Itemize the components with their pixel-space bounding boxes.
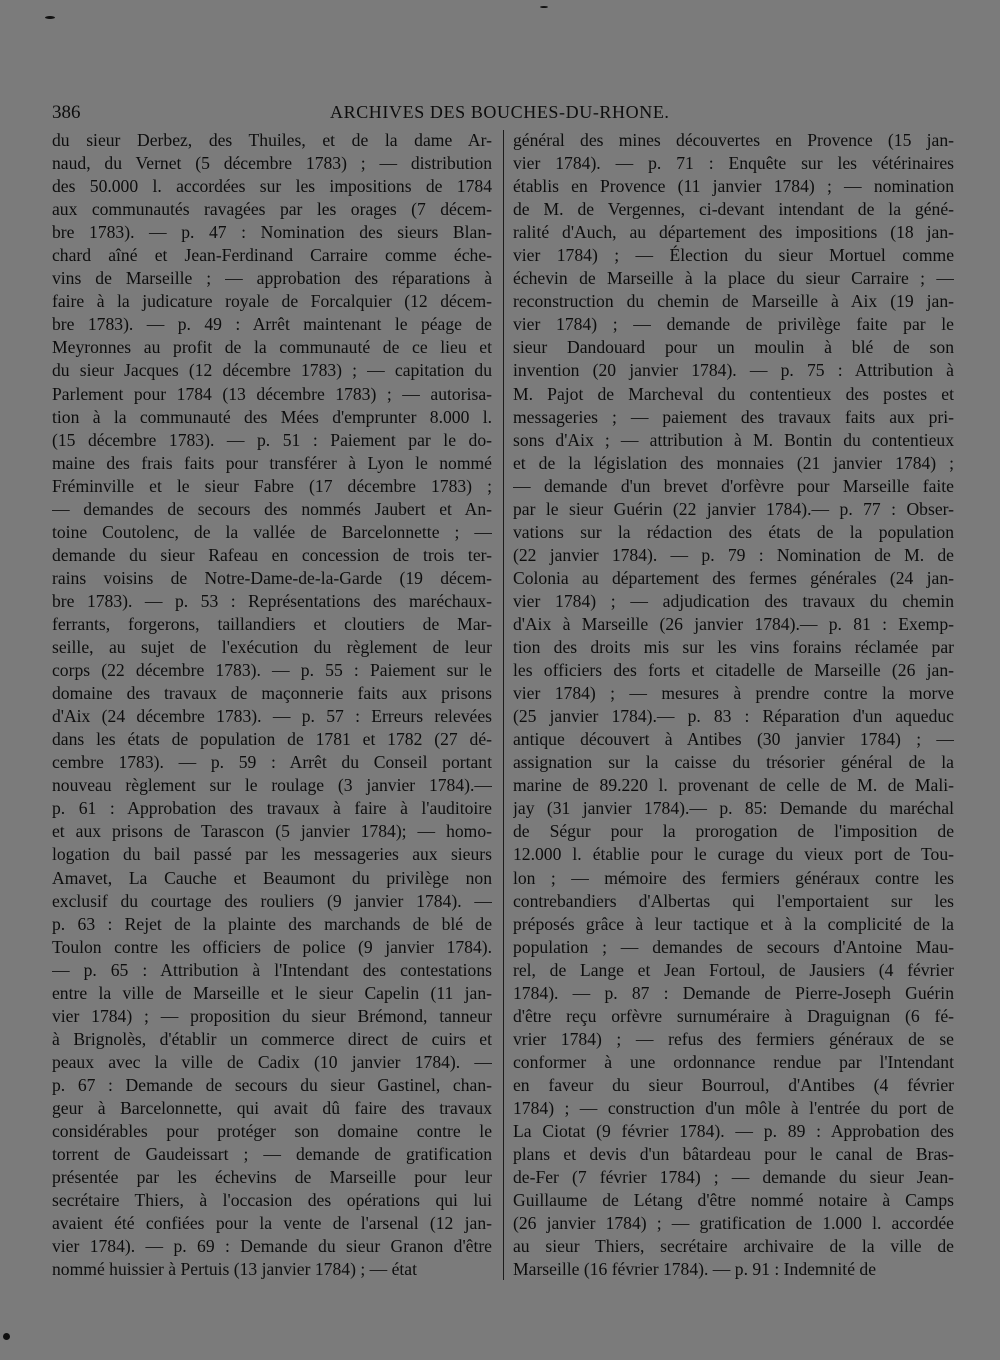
text-line: marine de 89.220 l. provenant de celle de M. de Mali- [513, 775, 954, 796]
text-line: vier 1784) ; — proposition du sieur Brémond, tanneur [52, 1005, 492, 1026]
text-line: (22 janvier 1784). — p. 79 : Nomination de M. de [513, 544, 954, 565]
text-line: — demandes de secours des nommés Jaubert et An- [52, 498, 492, 519]
text-line: sons d'Aix ; — attribution à M. Bontin du contentieux [513, 429, 954, 450]
text-line: au sieur Thiers, secrétaire archivaire de la ville de [513, 1236, 954, 1257]
text-line: considérables pour protéger son domaine contre le [52, 1121, 492, 1142]
text-line: tion des droits mis sur les vins forains réclamée par [513, 637, 954, 658]
text-line: du sieur Jacques (12 décembre 1783) ; — capitation du [52, 360, 492, 381]
text-line: vier 1784) ; — Élection du sieur Mortuel comme [513, 245, 954, 266]
text-line: par le sieur Guérin (22 janvier 1784).— p. 77 : Obser- [513, 498, 954, 519]
text-line: rains voisins de Notre-Dame-de-la-Garde (19 décem- [52, 567, 492, 588]
text-line: — p. 65 : Attribution à l'Intendant des contestations [52, 959, 492, 980]
text-line: vier 1784) ; — mesures à prendre contre la morve [513, 683, 954, 704]
text-line: chard aîné et Jean-Ferdinand Carraire comme éche- [52, 245, 492, 266]
text-line: d'être reçu orfèvre surnuméraire à Draguignan (6 fé- [513, 1005, 954, 1026]
text-line: domaine des travaux de maçonnerie faits aux prisons [52, 683, 492, 704]
text-line: antique découvert à Antibes (30 janvier 1784) ; — [513, 729, 954, 750]
text-line: bre 1783). — p. 49 : Arrêt maintenant le péage de [52, 314, 492, 335]
text-line: 12.000 l. établie pour le curage du vieux port de Tou- [513, 844, 954, 865]
text-line: secrétaire Thiers, à l'occasion des opérations qui lui [52, 1190, 492, 1211]
text-line: 1784) ; — construction d'un môle à l'entrée du port de [513, 1097, 954, 1118]
text-line: échevin de Marseille à la place du sieur Carraire ; — [513, 268, 954, 289]
scan-speck [45, 16, 55, 19]
text-line: de-Fer (7 février 1784) ; — demande du sieur Jean- [513, 1167, 954, 1188]
text-line: lon ; — mémoire des fermiers généraux contre les [513, 867, 954, 888]
text-line: du sieur Derbez, des Thuiles, et de la dame Ar- [52, 130, 492, 150]
text-line: en faveur du sieur Bourroul, d'Antibes (4 février [513, 1074, 954, 1095]
text-line: peaux avec la ville de Cadix (10 janvier 1784). — [52, 1051, 492, 1072]
text-line: établis en Provence (11 janvier 1784) ; — nomination [513, 176, 954, 197]
text-line: rel, de Lange et Jean Fortoul, de Jausiers (4 février [513, 959, 954, 980]
text-line: général des mines découvertes en Provence (15 jan- [513, 130, 954, 150]
text-line: (15 décembre 1783). — p. 51 : Paiement par le do- [52, 429, 492, 450]
text-line: vrier 1784) ; — refus des fermiers généraux de se [513, 1028, 954, 1049]
text-line: vier 1784). — p. 71 : Enquête sur les vétérinaires [513, 153, 954, 174]
text-line: reconstruction du chemin de Marseille à Aix (19 jan- [513, 291, 954, 312]
text-line: faire à la judicature royale de Forcalquier (12 décem- [52, 291, 492, 312]
text-line: bre 1783). — p. 47 : Nomination des sieurs Blan- [52, 222, 492, 243]
text-line: présentée par les échevins de Marseille pour leur [52, 1167, 492, 1188]
text-line: les officiers des forts et citadelle de Marseille (26 jan- [513, 660, 954, 681]
text-line: demande du sieur Rafeau en concession de trois ter- [52, 544, 492, 565]
text-line: entre la ville de Marseille et le sieur Capelin (11 jan- [52, 982, 492, 1003]
text-line: geur à Barcelonnette, qui avait dû faire des travaux [52, 1097, 492, 1118]
text-line: vations sur la rédaction des états de la population [513, 521, 954, 542]
text-line: M. Pajot de Marcheval du contentieux des postes et [513, 383, 954, 404]
text-line: invention (20 janvier 1784). — p. 75 : Attribution à [513, 360, 954, 381]
text-line: Toulon contre les officiers de police (9 janvier 1784). [52, 936, 492, 957]
text-line: toine Coutolenc, de la vallée de Barcelonnette ; — [52, 521, 492, 542]
text-line: plans et devis d'un bâtardeau pour le canal de Bras- [513, 1144, 954, 1165]
text-line: de M. de Vergennes, ci-devant intendant de la géné- [513, 199, 954, 220]
text-line: torrent de Gaudeissart ; — demande de gratification [52, 1144, 492, 1165]
text-line: d'Aix à Marseille (26 janvier 1784).— p. 81 : Exemp- [513, 613, 954, 634]
text-line: jay (31 janvier 1784).— p. 85: Demande du maréchal [513, 798, 954, 819]
text-line: et aux prisons de Tarascon (5 janvier 1784); — homo- [52, 821, 492, 842]
text-line: (25 janvier 1784).— p. 83 : Réparation d'un aqueduc [513, 706, 954, 727]
right-column [513, 129, 954, 1281]
text-line: ferrants, forgerons, taillandiers et cloutiers de Mar- [52, 613, 492, 634]
text-line: Guillaume de Létang d'être nommé notaire à Camps [513, 1190, 954, 1211]
text-line: dans les états de population de 1781 et 1782 (27 dé- [52, 729, 492, 750]
text-line: contrebandiers d'Albertas qui l'emportaient sur les [513, 890, 954, 911]
text-line: vins de Marseille ; — approbation des réparations à [52, 268, 492, 289]
text-line: Amavet, La Cauche et Beaumont du privilège non [52, 867, 492, 888]
text-line: messageries ; — paiement des travaux faits aux pri- [513, 406, 954, 427]
text-line: naud, du Vernet (5 décembre 1783) ; — distribution [52, 153, 492, 174]
page-header [52, 100, 956, 126]
text-line: de Ségur pour la prorogation de l'imposition de [513, 821, 954, 842]
running-title: ARCHIVES DES BOUCHES-DU-RHONE. [330, 102, 670, 122]
text-line: d'Aix (24 décembre 1783). — p. 57 : Erreurs relevées [52, 706, 492, 727]
text-line: et de la législation des monnaies (21 janvier 1784) ; [513, 452, 954, 473]
text-line: nommé huissier à Pertuis (13 janvier 1784) ; — état [52, 1259, 417, 1280]
text-line: p. 63 : Rejet de la plainte des marchands de blé de [52, 913, 492, 934]
text-line: avaient été confiées pour la vente de l'arsenal (12 jan- [52, 1213, 492, 1234]
text-line: conformer à une ordonnance rendue par l'Intendant [513, 1051, 954, 1072]
text-line: p. 61 : Approbation des travaux à faire à l'auditoire [52, 798, 492, 819]
scan-speck [3, 1333, 10, 1340]
text-line: nouveau règlement sur le roulage (3 janvier 1784).— [52, 775, 492, 796]
text-line: ralité d'Auch, au département des impositions (18 jan- [513, 222, 954, 243]
text-line: vier 1784) ; — adjudication des travaux du chemin [513, 590, 954, 611]
text-line: Fréminville et le sieur Fabre (17 décembre 1783) ; [52, 475, 492, 496]
text-line: préposés grâce à leur tactique et à la complicité de la [513, 913, 954, 934]
text-line: 1784). — p. 87 : Demande de Pierre-Joseph Guérin [513, 982, 954, 1003]
page-number: 386 [52, 102, 81, 123]
text-line: — demande d'un brevet d'orfèvre pour Marseille faite [513, 475, 954, 496]
scan-speck [540, 6, 548, 8]
text-line: tion à la communauté des Mées d'emprunter 8.000 l. [52, 406, 492, 427]
text-line: corps (22 décembre 1783). — p. 55 : Paiement sur le [52, 660, 492, 681]
text-line: aux communautés ravagées par les orages (7 décem- [52, 199, 492, 220]
text-line: à Brignolès, d'établir un commerce direct de cuirs et [52, 1028, 492, 1049]
text-line: seille, au sujet de l'exécution du règlement de leur [52, 637, 492, 658]
text-line: exclusif du courtage des rouliers (9 janvier 1784). — [52, 890, 492, 911]
text-line: population ; — demandes de secours d'Antoine Mau- [513, 936, 954, 957]
text-line: Parlement pour 1784 (13 décembre 1783) ; — autorisa- [52, 383, 492, 404]
text-line: vier 1784) ; — demande de privilège faite par le [513, 314, 954, 335]
text-line: Meyronnes au profit de la communauté de ce lieu et [52, 337, 492, 358]
text-line: Marseille (16 février 1784). — p. 91 : Indemnité de [513, 1259, 877, 1280]
text-line: Colonia au département des fermes générales (24 jan- [513, 567, 954, 588]
text-line: assignation sur la caisse du trésorier général de la [513, 752, 954, 773]
text-line: p. 67 : Demande de secours du sieur Gastinel, chan- [52, 1074, 492, 1095]
text-line: des 50.000 l. accordées sur les impositions de 1784 [52, 176, 492, 197]
text-line: cembre 1783). — p. 59 : Arrêt du Conseil portant [52, 752, 492, 773]
text-line: vier 1784). — p. 69 : Demande du sieur Granon d'être [52, 1236, 492, 1257]
column-divider [503, 130, 504, 1280]
text-line: bre 1783). — p. 53 : Représentations des maréchaux- [52, 590, 492, 611]
left-column [52, 129, 492, 1281]
text-line: logation du bail passé par les messageries aux sieurs [52, 844, 492, 865]
text-line: La Ciotat (9 février 1784). — p. 89 : Approbation des [513, 1121, 954, 1142]
text-line: maine des frais faits pour transférer à Lyon le nommé [52, 452, 492, 473]
text-line: (26 janvier 1784) ; — gratification de 1.000 l. accordée [513, 1213, 954, 1234]
text-line: sieur Dandouard pour un moulin à blé de son [513, 337, 954, 358]
